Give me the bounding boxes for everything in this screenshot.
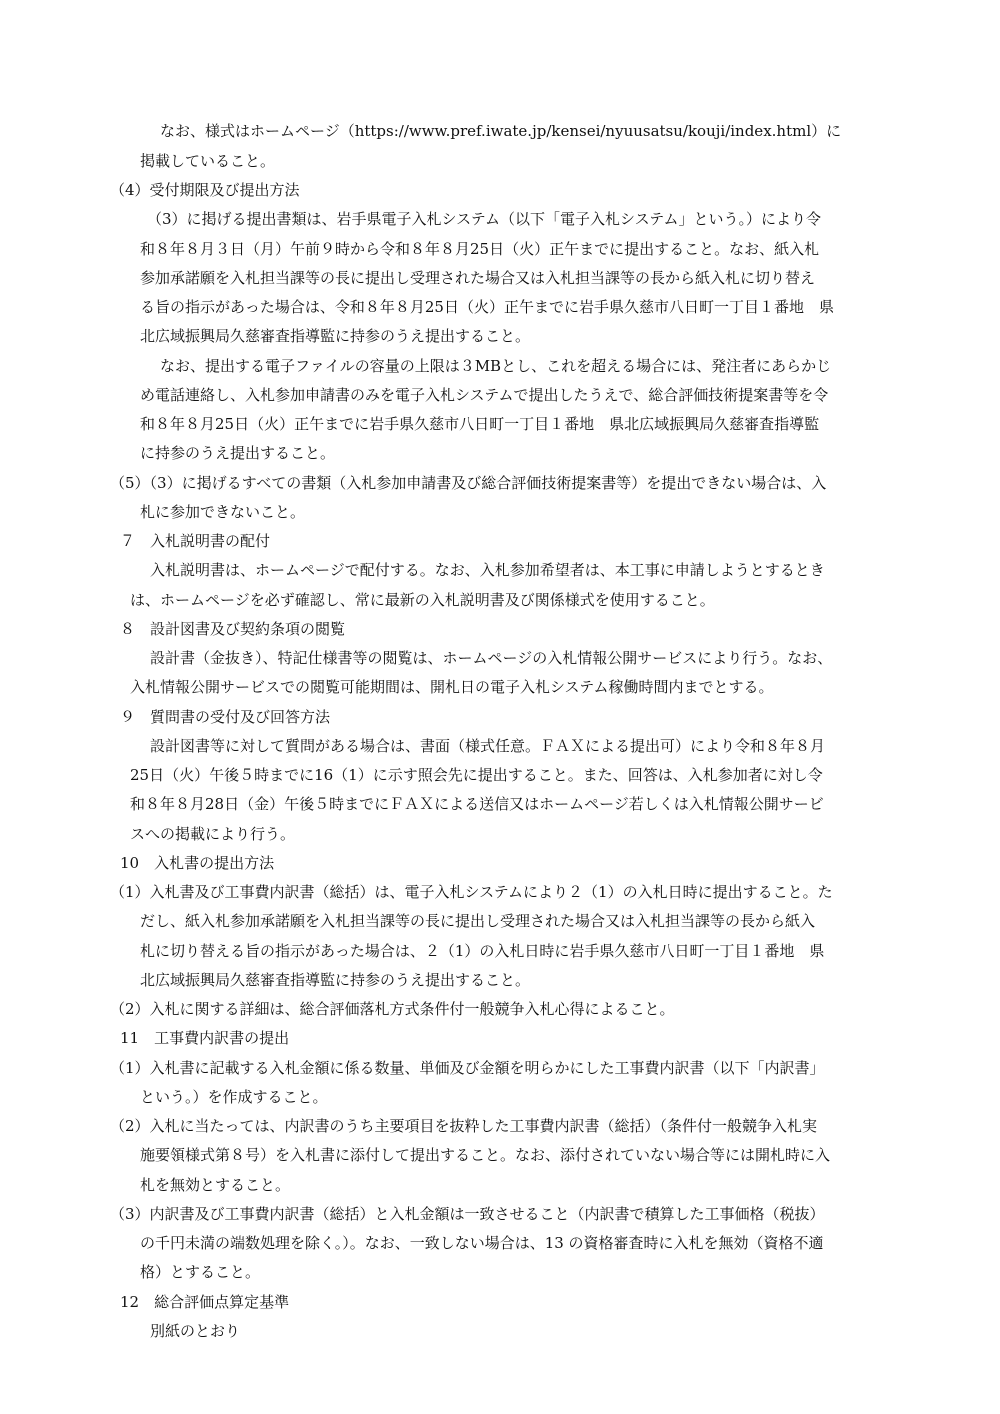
text-line: なお、様式はホームページ（https://www.pref.iwate.jp/kensei/nyuusatsu/kouji/index.html）に: [160, 122, 842, 140]
text-line: という。）を作成すること。: [140, 1088, 328, 1106]
text-line: スへの掲載により行う。: [130, 825, 296, 843]
text-line: は、ホームページを必ず確認し、常に最新の入札説明書及び関係様式を使用すること。: [130, 591, 715, 609]
text-line: 格）とすること。: [140, 1263, 261, 1281]
text-line: （1）入札書に記載する入札金額に係る数量、単価及び金額を明らかにした工事費内訳書（以下「内訳書」: [110, 1059, 825, 1077]
text-line: （3）に掲げる提出書類は、岩手県電子入札システム（以下「電子入札システム」という。）により令: [147, 210, 822, 228]
text-line: 和８年８月28日（金）午後５時までにＦＡＸによる送信又はホームページ若しくは入札情報公開サービ: [130, 795, 824, 813]
text-line: 入札情報公開サービスでの閲覧可能期間は、開札日の電子入札システム稼働時間内までとする。: [130, 678, 774, 696]
text-line: の千円未満の端数処理を除く。）。なお、一致しない場合は、13 の資格審査時に入札を無効（資格不適: [140, 1234, 824, 1252]
text-line: なお、提出する電子ファイルの容量の上限は３MBとし、これを超える場合には、発注者にあらかじ: [160, 357, 832, 375]
section-heading: ８ 設計図書及び契約条項の閲覧: [120, 620, 346, 638]
text-line: 札に参加できないこと。: [140, 503, 306, 521]
text-line: 和８年８月25日（火）正午までに岩手県久慈市八日町一丁目１番地 県北広域振興局久慈審査指導監: [140, 415, 820, 433]
text-line: め電話連絡し、入札参加申請書のみを電子入札システムで提出したうえで、総合評価技術提案書等を令: [140, 386, 829, 404]
text-line: 25日（火）午後５時までに16（1）に示す照会先に提出すること。また、回答は、入札参加者に対し令: [130, 766, 823, 784]
text-line: 参加承諾願を入札担当課等の長に提出し受理された場合又は入札担当課等の長から紙入札に切り替え: [140, 269, 816, 287]
text-line: に持参のうえ提出すること。: [140, 444, 336, 462]
text-line: （2）入札に関する詳細は、総合評価落札方式条件付一般競争入札心得によること。: [110, 1000, 675, 1018]
text-line: 別紙のとおり: [150, 1322, 241, 1340]
text-line: 入札説明書は、ホームページで配付する。なお、入札参加希望者は、本工事に申請しようとするとき: [150, 561, 825, 579]
text-line: 設計書（金抜き）、特記仕様書等の閲覧は、ホームページの入札情報公開サービスにより行う。なお、: [150, 649, 833, 667]
text-line: 札を無効とすること。: [140, 1176, 291, 1194]
text-line: （5）（3）に掲げるすべての書類（入札参加申請書及び総合評価技術提案書等）を提出できない場合は、入: [110, 474, 827, 492]
section-heading: ９ 質問書の受付及び回答方法: [120, 708, 331, 726]
section-heading: 12 総合評価点算定基準: [120, 1293, 290, 1311]
section-heading: 11 工事費内訳書の提出: [120, 1029, 290, 1047]
text-line: 掲載していること。: [140, 152, 276, 170]
text-line: 北広域振興局久慈審査指導監に持参のうえ提出すること。: [140, 327, 531, 345]
text-line: 北広域振興局久慈審査指導監に持参のうえ提出すること。: [140, 971, 531, 989]
text-line: だし、紙入札参加承諾願を入札担当課等の長に提出し受理された場合又は入札担当課等の長から紙入: [140, 912, 816, 930]
text-line: る旨の指示があった場合は、令和８年８月25日（火）正午までに岩手県久慈市八日町一丁目１番地 県: [140, 298, 834, 316]
text-line: 設計図書等に対して質問がある場合は、書面（様式任意。ＦＡＸによる提出可）により令和８年８月: [150, 737, 826, 755]
section-heading: ７ 入札説明書の配付: [120, 532, 271, 550]
text-line: （3）内訳書及び工事費内訳書（総括）と入札金額は一致させること（内訳書で積算した工事価格（税抜）: [110, 1205, 825, 1223]
section-heading: 10 入札書の提出方法: [120, 854, 275, 872]
text-line: 施要領様式第８号）を入札書に添付して提出すること。なお、添付されていない場合等には開札時に入: [140, 1146, 831, 1164]
section-heading: （4）受付期限及び提出方法: [110, 181, 300, 199]
text-line: （1）入札書及び工事費内訳書（総括）は、電子入札システムにより２（1）の入札日時に提出すること。た: [110, 883, 833, 901]
text-line: 札に切り替える旨の指示があった場合は、２（1）の入札日時に岩手県久慈市八日町一丁目１番地 県: [140, 942, 825, 960]
text-line: 和８年８月３日（月）午前９時から令和８年８月25日（火）正午までに提出すること。なお、紙入札: [140, 240, 820, 258]
text-line: （2）入札に当たっては、内訳書のうち主要項目を抜粋した工事費内訳書（総括）（条件付一般競争入札実: [110, 1117, 818, 1135]
